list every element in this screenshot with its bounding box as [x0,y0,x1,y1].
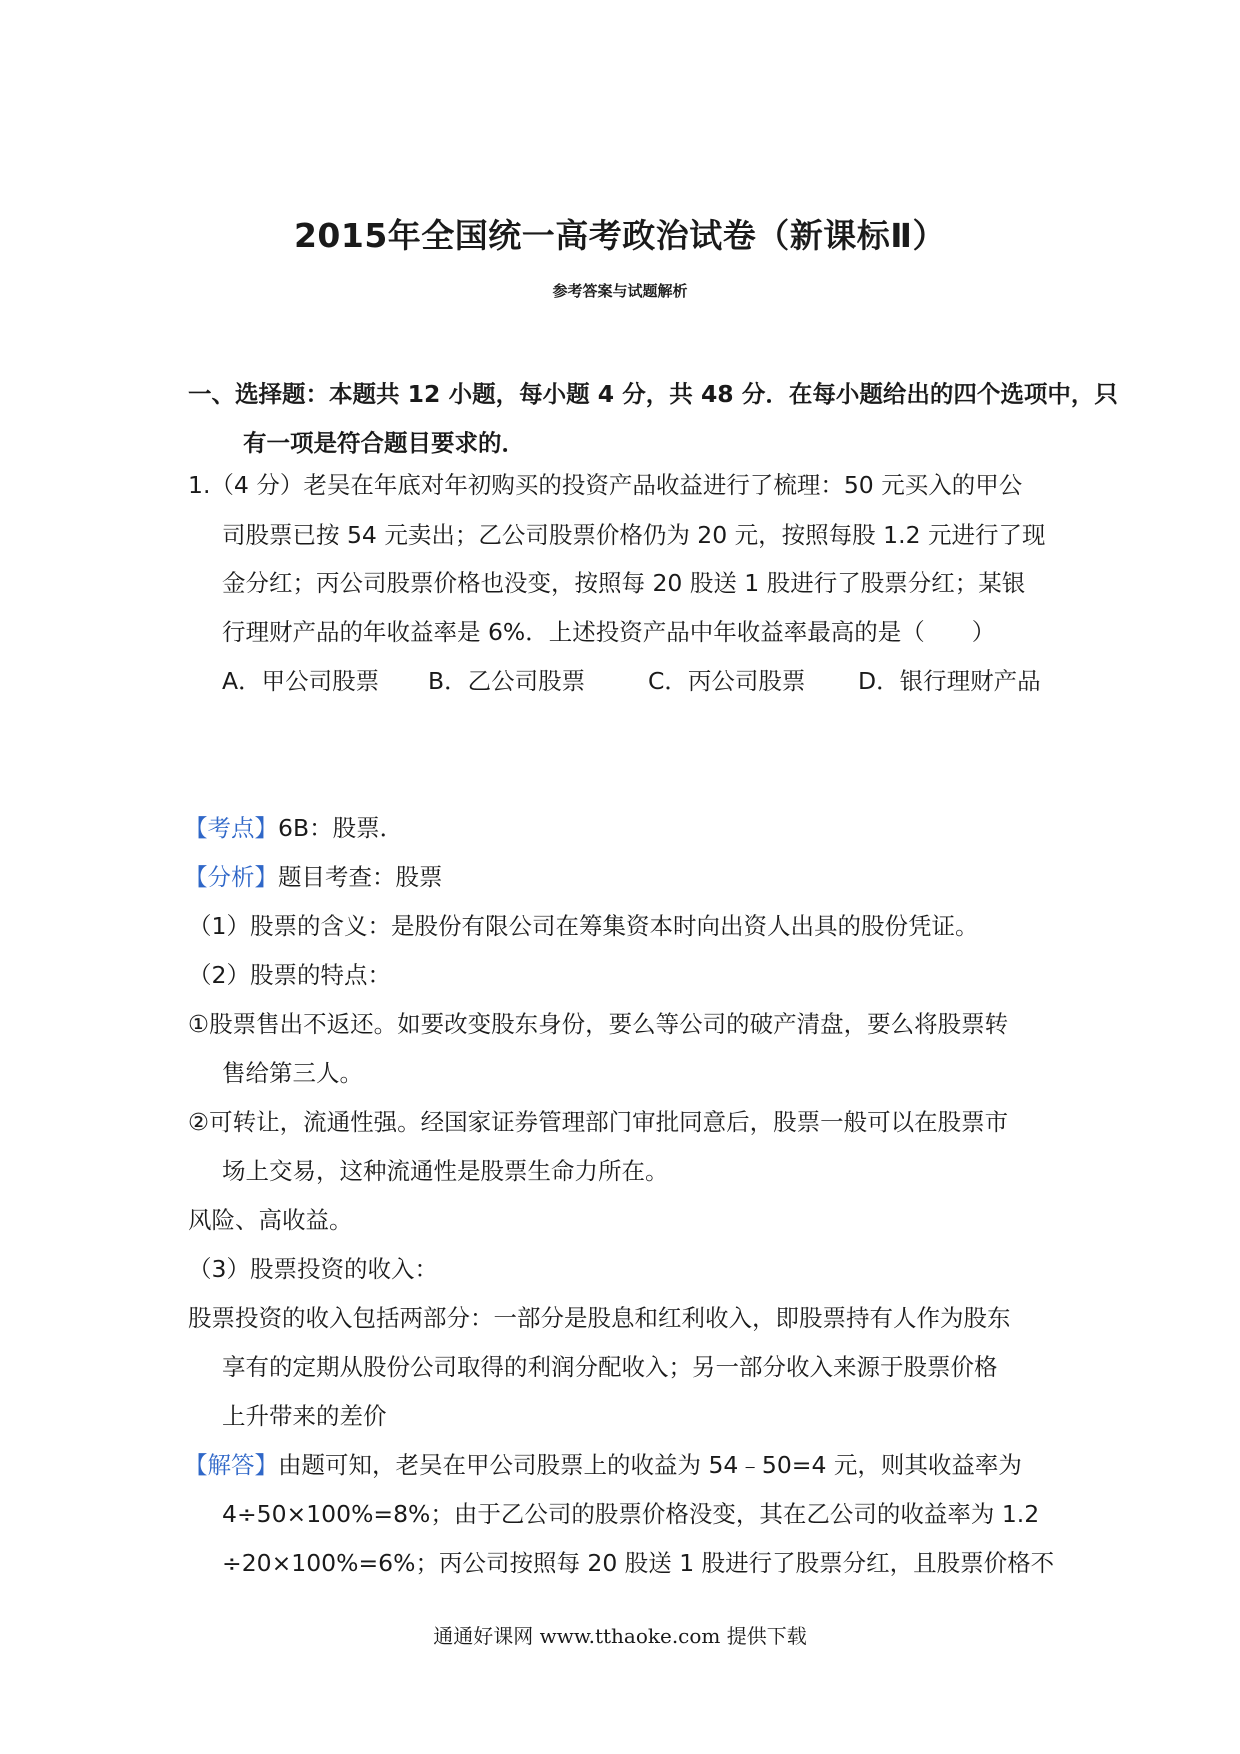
question-line-4: 行理财产品的年收益率是 6%．上述投资产品中年收益率最高的是（ ） [222,618,996,646]
kaodian-tag: 【考点】 [184,814,278,842]
analysis-line-2: （2）股票的特点： [188,961,391,989]
analysis-line-1: （1）股票的含义：是股份有限公司在筹集资本时向出资人出具的股份凭证。 [188,912,979,940]
page-footer: 通通好课网 www.tthaoke.com 提供下载 [433,1624,807,1648]
jieda-tag: 【解答】 [184,1451,278,1479]
analysis-line-8: （3）股票投资的收入： [188,1255,438,1283]
analysis-line-3: ①股票售出不返还。如要改变股东身份，要么等公司的破产清盘，要么将股票转 [188,1010,1009,1038]
analysis-line-5: ②可转让，流通性强。经国家证券管理部门审批同意后，股票一般可以在股票市 [188,1108,1009,1136]
analysis-line-4: 售给第三人。 [222,1059,363,1087]
question-line-1: 1.（4 分）老吴在年底对年初购买的投资产品收益进行了梳理：50 元买入的甲公 [188,471,1023,499]
analysis-line-6: 场上交易，这种流通性是股票生命力所在。 [222,1157,669,1185]
fenxi-tag: 【分析】 [184,863,278,891]
kaodian-line [184,813,403,843]
analysis-line-10: 享有的定期从股份公司取得的利润分配收入；另一部分收入来源于股票价格 [222,1353,998,1381]
fenxi-text: 题目考查：股票 [278,863,443,891]
jieda-line-2: 4÷50×100%=8%；由于乙公司的股票价格没变，其在乙公司的收益率为 1.2 [222,1500,1040,1528]
option-c: C．丙公司股票 [648,667,806,695]
kaodian-text: 6B：股票． [278,814,404,842]
question-line-2: 司股票已按 54 元卖出；乙公司股票价格仍为 20 元，按照每股 1.2 元进行了现 [222,521,1046,549]
question-line-3: 金分红；丙公司股票价格也没变，按照每 20 股送 1 股进行了股票分红；某银 [222,569,1026,597]
jieda-line-1 [184,1450,1022,1480]
jieda-line-3: ÷20×100%=6%；丙公司按照每 20 股送 1 股进行了股票分红，且股票价格不 [222,1549,1055,1577]
option-a: A．甲公司股票 [222,667,380,695]
fenxi-line [184,862,443,892]
analysis-line-11: 上升带来的差价 [222,1402,387,1430]
page-title: 2015年全国统一高考政治试卷（新课标Ⅱ） [293,216,947,255]
jieda-text-1: 由题可知，老吴在甲公司股票上的收益为 54﹣50=4 元，则其收益率为 [278,1451,1022,1479]
section-heading: 一、选择题：本题共 12 小题，每小题 4 分，共 48 分．在每小题给出的四个选项中，只有一项是符合题目要求的． [188,380,1118,457]
option-b: B．乙公司股票 [428,667,586,695]
analysis-line-9: 股票投资的收入包括两部分：一部分是股息和红利收入，即股票持有人作为股东 [188,1304,1011,1332]
analysis-line-7: 风险、高收益。 [188,1206,353,1234]
page-subtitle: 参考答案与试题解析 [552,282,688,300]
option-d: D．银行理财产品 [858,667,1041,695]
